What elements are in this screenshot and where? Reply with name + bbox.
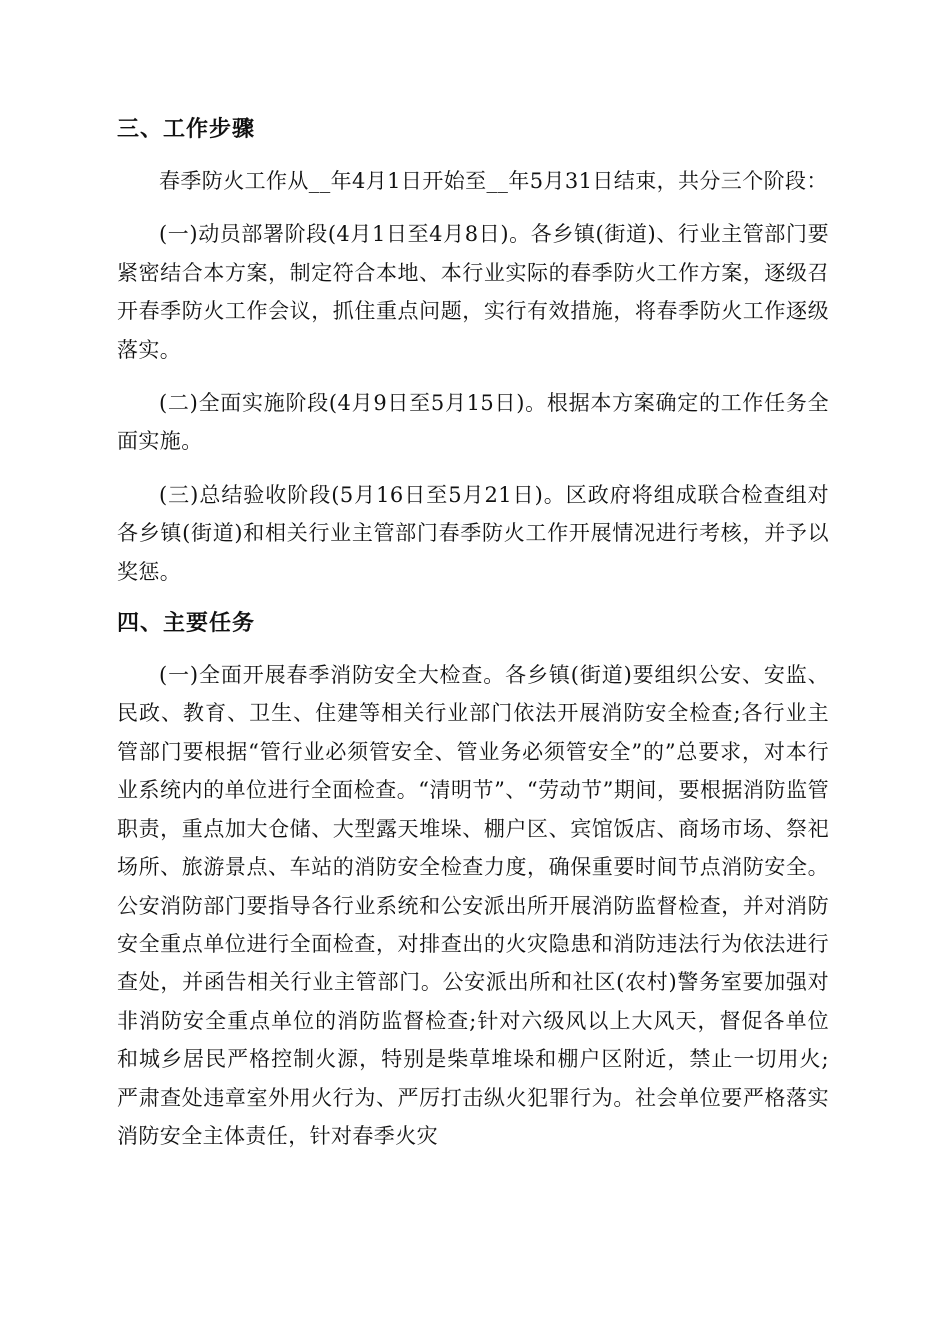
section-heading-work-steps: 三、工作步骤 (117, 117, 256, 142)
paragraph-schedule-intro: 春季防火工作从__年4月1日开始至__年5月31日结束，共分三个阶段： (159, 169, 828, 193)
paragraph-stage-2: (二)全面实施阶段(4月9日至5月15日)。根据本方案确定的工作任务全面实施。 (117, 391, 829, 454)
document-body (117, 112, 829, 1155)
paragraph-stage-3: (三)总结验收阶段(5月16日至5月21日)。区政府将组成联合检查组对各乡镇(街道)和相关行业主管部门春季防火工作开展情况进行考核，并予以奖惩。 (117, 482, 829, 584)
paragraph-stage-1: (一)动员部署阶段(4月1日至4月8日)。各乡镇(街道)、行业主管部门要紧密结合本方案，制定符合本地、本行业实际的春季防火工作方案，逐级召开春季防火工作会议，抓住重点问题，实行有效措施，将春季防火工作逐级落实。 (117, 222, 829, 362)
paragraph-task-1: (一)全面开展春季消防安全大检查。各乡镇(街道)要组织公安、安监、民政、教育、卫生、住建等相关行业部门依法开展消防安全检查;各行业主管部门要根据“管行业必须管安全、管业务必须管安全”的”总要求，对本行业系统内的单位进行全面检查。“清明节”、“劳动节”期间，要根据消防监管职责，重点加大仓储、大型露天堆垛、棚户区、宾馆饭店、商场市场、祭祀场所、旅游景点、车站的消防安全检查力度，确保重要时间节点消防安全。公安消防部门要指导各行业系统和公安派出所开展消防监督检查，并对消防安全重点单位进行全面检查，对排查出的火灾隐患和消防违法行为依法进行查处，并函告相关行业主管部门。公安派出所和社区(农村)警务室要加强对非消防安全重点单位的消防监督检查;针对六级风以上大风天，督促各单位和城乡居民严格控制火源，特别是柴草堆垛和棚户区附近，禁止一切用火;严肃查处违章室外用火行为、严厉打击纵火犯罪行为。社会单位要严格落实消防安全主体责任，针对春季火灾 (117, 663, 829, 1148)
section-heading-main-tasks: 四、主要任务 (117, 611, 256, 637)
